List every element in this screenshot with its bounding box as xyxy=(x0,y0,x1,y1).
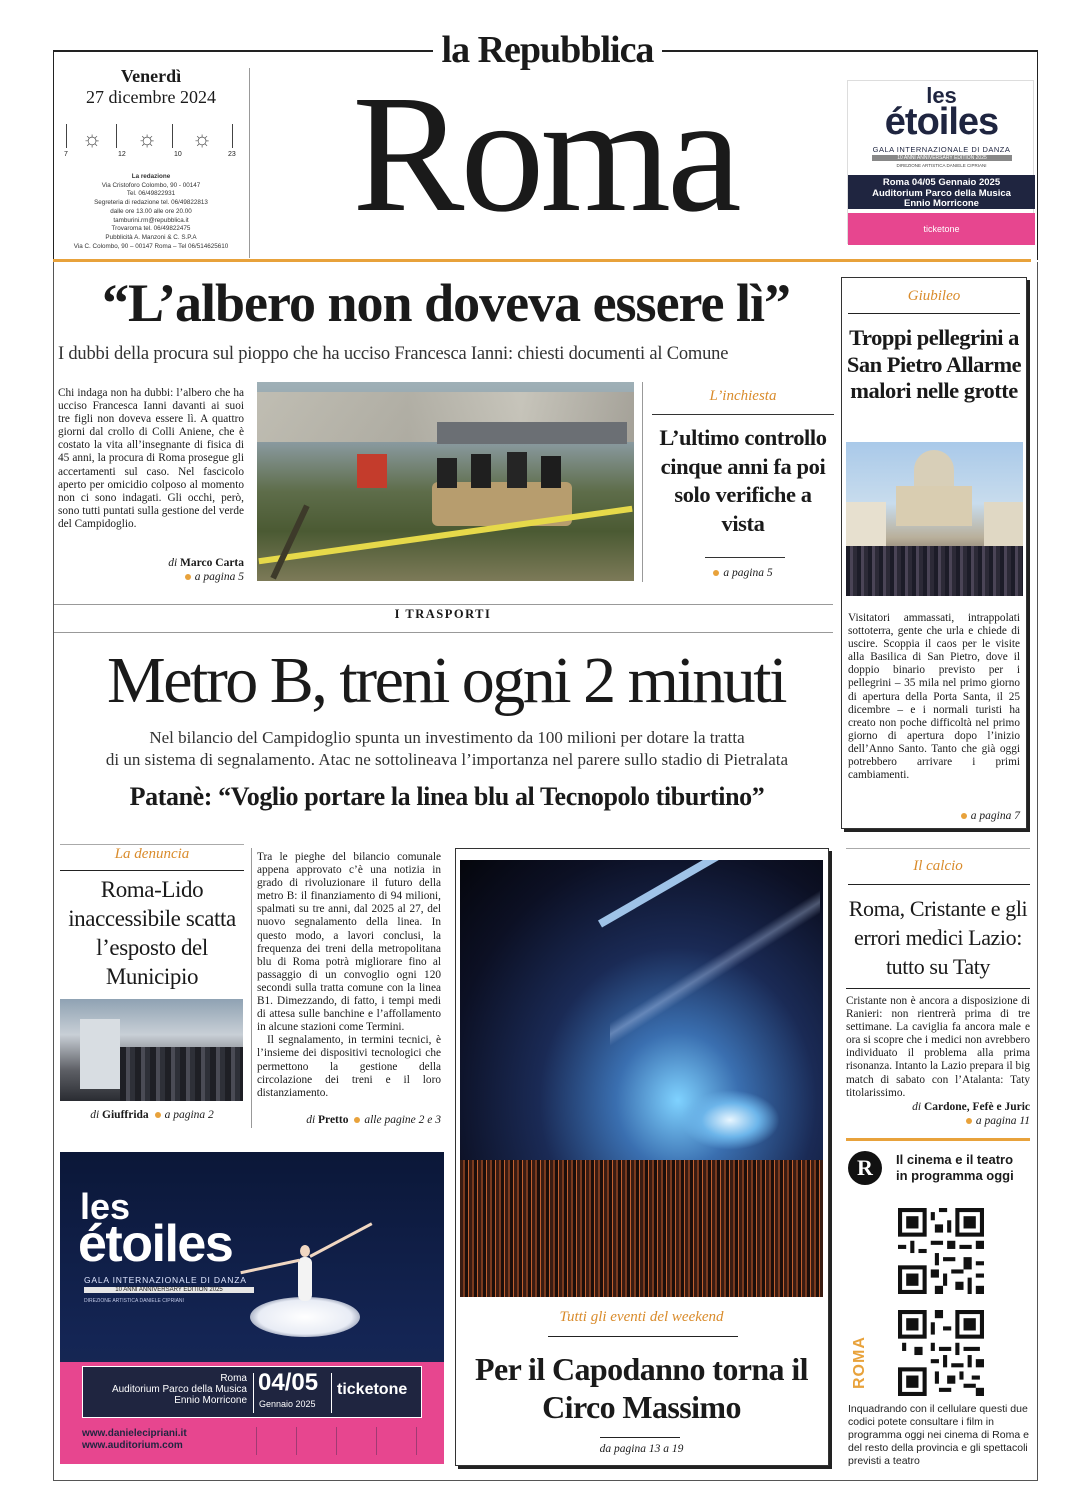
tree-scene-photo xyxy=(257,382,634,581)
ad-logo-les: les xyxy=(926,83,957,108)
concert-photo xyxy=(460,860,823,1297)
ad-logo-les: les xyxy=(80,1186,131,1227)
inchiesta-kicker: L’inchiesta xyxy=(709,388,777,404)
bottom-advertisement[interactable]: les étoiles GALA INTERNAZIONALE DI DANZA 10 ANNI ANNIVERSARY EDITION 2025 DIREZIONE ARTISTICA DANIELE CIPRIANI Roma Auditorium Parco della Musica Ennio Morricone 04/05 Gennaio 2025 ticketone www.danielecipriani.it www.auditorium.com xyxy=(60,1152,444,1464)
temp-label: 7 xyxy=(64,151,68,158)
date-block xyxy=(60,66,242,108)
denuncia-byline[interactable]: di Giuffrida a pagina 2 xyxy=(90,1109,214,1121)
masthead-brand: la Repubblica xyxy=(441,29,654,71)
qr-code-teatro[interactable] xyxy=(898,1310,984,1396)
lead-byline: di Marco Carta xyxy=(168,557,244,569)
ballerina-illustration xyxy=(220,1237,400,1357)
ad-logo-etoiles: étoiles xyxy=(78,1215,233,1273)
lead-body: Chi indaga non ha dubbi: l’albero che ha ucciso Francesca Ianni davanti ai suoi tre figli non doveva essere lì. A quattro giorni dal crollo di Colli Aniene, che è costato la vita all’insegnante di fisica di 45 anni, la procura di Roma prosegue gli accertamenti sul caso. Nel fascicolo aperto per omicidio colposo al momento non ci sono indagati. Gli occhi, però, sono tutti puntati sulla gestione del verde del Campidoglio. xyxy=(58,387,244,530)
weather-row xyxy=(62,124,242,160)
redazione-info: La redazione Via Cristoforo Colombo, 90 - 00147 Tel. 06/49822931 Segreteria di redazione tel. 06/49822813 dalle ore 13.00 alle ore 20.00 tamburini.rm@repubblica.it Trovaroma tel. 06/49822475 Pubblicità A. Manzoni & C. S.P.A Via C. Colombo, 90 – 00147 Roma – Tel 06/514625610 xyxy=(73,173,229,250)
repubblica-r-logo: R xyxy=(848,1151,882,1185)
weekend-title: Per il Capodanno torna il Circo Massimo xyxy=(475,1351,808,1425)
temp-label: 10 xyxy=(174,151,182,158)
calcio-page-ref[interactable]: a pagina 11 xyxy=(846,1115,1030,1127)
trasporti-subhead: Nel bilancio del Campidoglio spunta un investimento da 100 milioni per dotare la tratta di un sistema di segnalamento. Atac ne sottolineava l’importanza nel parere sullo stadio di Pietralata xyxy=(105,728,789,769)
weather-sun-icon: ☼ xyxy=(137,126,158,151)
weather-sun-icon: ☼ xyxy=(192,126,213,151)
ad-date-big: 04/05 xyxy=(258,1369,319,1396)
giubileo-title: Troppi pellegrini a San Pietro Allarme malori nelle grotte xyxy=(846,325,1022,403)
cinema-title: Il cinema e il teatro in programma oggi xyxy=(896,1152,1014,1183)
weekend-kicker: Tutti gli eventi del weekend xyxy=(559,1309,724,1325)
calcio-body: Cristante non è ancora a disposizione di Ranieri: non rientrerà prima di tre settimane. La caviglia fa ancora male e ora si scopre che i medici non avrebbero individuato il problema alla prima risonanza. Intanto la Lazio prepara il big match di sabato con l’Atalanta: Taty titolarissimo. xyxy=(846,995,1030,1099)
ad-date-small: Gennaio 2025 xyxy=(259,1399,316,1409)
weekend-page-ref[interactable]: da pagina 13 a 19 xyxy=(599,1443,684,1455)
giubileo-kicker: Giubileo xyxy=(907,288,961,304)
calcio-title: Roma, Cristante e gli errori medici Lazio: tutto su Taty xyxy=(848,896,1028,979)
sponsor-logos xyxy=(256,1427,426,1455)
cinema-body: Inquadrando con il cellulare questi due codici potete consultare i film in programma oggi nei cinema di Roma e del resto della provincia e gli spettacoli previsti a teatro xyxy=(848,1403,1029,1467)
lead-page-ref[interactable]: a pagina 5 xyxy=(58,571,244,583)
giubileo-body: Visitatori ammassati, intrappolati sottoterra, gente che urla e chiede di uscire. Scoppia il caos per le visite alla Basilica di San Pietro, dove il doppio binario previsto per i pellegrini – 35 mila nel primo giorno di apertura della Porta Santa, il 25 dicembre – e i normali turisti ha creato non poche difficoltà nel primo giorno di apertura dopo l’inizio dell’Anno Santo. Tanto che già oggi potrebbero arrivare i primi cambiamenti. xyxy=(848,612,1020,782)
weather-sun-icon: ☼ xyxy=(82,126,103,151)
weekday: Venerdì xyxy=(120,66,182,86)
calcio-kicker: Il calcio xyxy=(913,858,963,874)
trasporti-body: Tra le pieghe del bilancio comunale appena approvato c’è una notizia in grado di rivoluzionare il futuro della metro B: il finanziamento di 94 milioni, spalmati su tre anni, dal 2025 al 27, del nuovo segnalamento della linea. In questo modo, a lavori conclusi, la frequenza dei treni della metropolitana blu di Roma potrà migliorare fino al passaggio di un convoglio ogni 120 secondi sulla tratta comune con la linea B1. Dimezzando, di fatto, i tempi medi di attesa sulle banchine e l’affollamento in alcune stazioni come Termini. Il segnalamento, in termini tecnici, è l’insieme dei dispositivi tecnologici che permettono la gestione della circolazione dei treni e il loro distanziamento. xyxy=(257,851,441,1099)
ad-logo-etoiles: étoiles xyxy=(884,101,999,143)
edition-title: Roma xyxy=(352,61,738,247)
trasporti-headline: Metro B, treni ogni 2 minuti xyxy=(107,644,785,717)
trasporti-byline[interactable]: di Pretto alle pagine 2 e 3 xyxy=(306,1114,441,1126)
temp-label: 23 xyxy=(228,151,236,158)
giubileo-page-ref[interactable]: a pagina 7 xyxy=(848,810,1020,822)
calcio-byline: di Cardone, Fefè e Juric xyxy=(912,1101,1030,1113)
qr-code-cinema[interactable] xyxy=(898,1208,984,1294)
ad-urls[interactable]: www.danielecipriani.it www.auditorium.com xyxy=(82,1428,187,1451)
ad-info-box: Roma 04/05 Gennaio 2025 Auditorium Parco della Musica Ennio Morricone xyxy=(848,175,1035,209)
date: 27 dicembre 2024 xyxy=(86,87,216,107)
lead-subhead: I dubbi della procura sul pioppo che ha ucciso Francesca Ianni: chiesti documenti al Comune xyxy=(58,344,729,364)
ad-info-bar: Roma Auditorium Parco della Musica Ennio Morricone 04/05 Gennaio 2025 ticketone xyxy=(82,1366,422,1418)
section-label-trasporti: I TRASPORTI xyxy=(394,607,492,621)
top-advertisement[interactable]: les étoiles GALA INTERNAZIONALE DI DANZA 10 ANNI ANNIVERSARY EDITION 2025 DIREZIONE ARTISTICA DANIELE CIPRIANI Roma 04/05 Gennaio 2025 Auditorium Parco della Musica Ennio Morricone ticketone xyxy=(847,80,1034,244)
lead-headline: “L’albero non doveva essere lì” xyxy=(101,273,791,333)
san-pietro-photo xyxy=(846,442,1023,596)
cinema-side-label: ROMA xyxy=(851,1336,868,1389)
ticketone-label: ticketone xyxy=(337,1381,408,1398)
ticketone-label: ticketone xyxy=(848,213,1035,245)
trasporti-quote: Patanè: “Voglio portare la linea blu al Tecnopolo tiburtino” xyxy=(129,782,765,811)
denuncia-title: Roma-Lido inaccessibile scatta l’esposto del Municipio xyxy=(68,877,236,989)
inchiesta-page-ref[interactable]: a pagina 5 xyxy=(652,567,834,579)
roma-lido-station-photo xyxy=(60,999,243,1101)
inchiesta-title: L’ultimo controllo cinque anni fa poi solo verifiche a vista xyxy=(659,425,827,536)
temp-label: 12 xyxy=(118,151,126,158)
denuncia-kicker: La denuncia xyxy=(114,846,190,862)
